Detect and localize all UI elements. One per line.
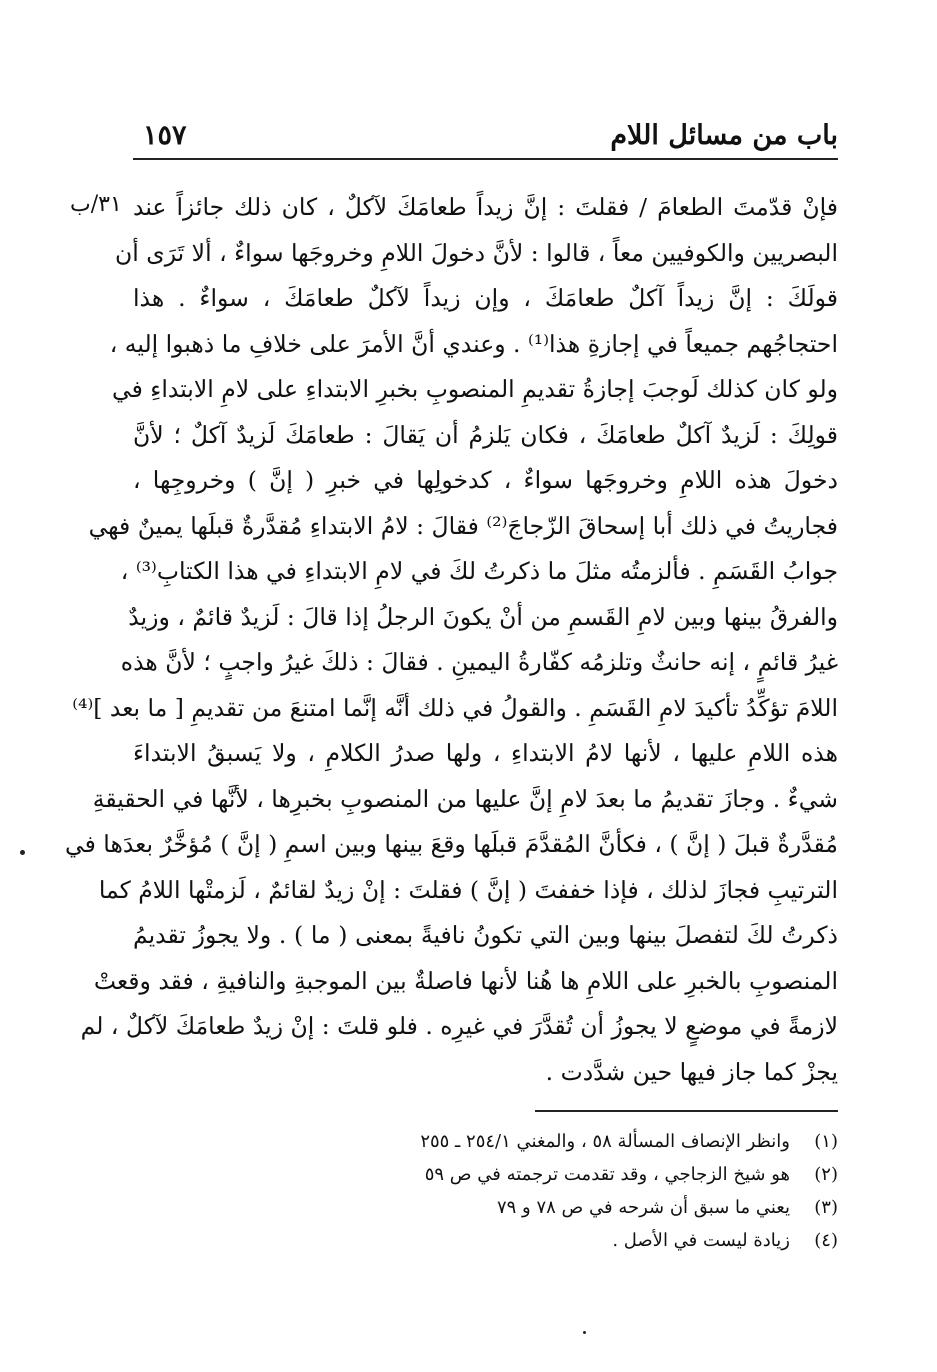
footnotes [418,1125,838,1257]
text-line: قولِكَ : لَزيدٌ آكلٌ طعامَكَ ، فكان يَلزمُ أن يَقالَ : طعامَكَ لَزيدٌ آكلٌ ؛ لأنَّ [133,420,838,449]
scan-speck [583,1331,586,1334]
footnote-number: (٢) [814,1164,838,1185]
footnote-text: زيادة ليست في الأصل . [612,1230,790,1251]
page-number: ١٥٧ [143,120,187,151]
footnote-separator [535,1110,838,1112]
footnote-number: (٣) [814,1197,838,1218]
footnote [418,1191,838,1224]
text-line: لازمةً في موضعٍ لا يجوزُ أن تُقدَّرَ في غيرِه . فلو قلتَ : إنْ زيدٌ طعامَكَ لآكلٌ ، لم [80,1012,838,1040]
text-line: فإنْ قدّمتَ الطعامَ / فقلتَ : إنَّ زيداً طعامَكَ لآكلٌ ، كان ذلك جائزاً عند [133,193,838,221]
text-line: اللامَ تؤكِّدُ تأكيدَ لامِ القَسَمِ . والقولُ في ذلك أنَّه إنَّما امتنعَ من تقديمِ [ ما بعد ]⁽⁴⁾ [72,693,838,722]
footnote [418,1158,838,1191]
margin-folio-note: ٣١/ب [70,192,122,217]
footnote [418,1224,838,1257]
footnote-text: يعني ما سبق أن شرحه في ص ٧٨ و ٧٩ [496,1197,790,1218]
footnote [418,1125,838,1158]
text-line: فجاريتُ في ذلك أبا إسحاقَ الزّجاجَ⁽²⁾ فقالَ : لامُ الابتداءِ مُقدَّرةٌ قبلَها يمينٌ فهي [88,511,838,540]
footnote-text: وانظر الإنصاف المسألة ٥٨ ، والمغني ٢٥٤/١ ـ ٢٥٥ [420,1131,790,1152]
text-line: هذه اللامِ عليها ، لأنها لامُ الابتداءِ ، ولها صدرُ الكلامِ ، ولا يَسبقُ الابتداءَ [133,739,838,767]
text-line: المنصوبِ بالخبرِ على اللامِ ها هُنا لأنها فاصلةٌ بين الموجبةِ والنافيةِ ، فقد وقعتْ [93,966,838,995]
text-line: ذكرتُ لكَ لتفصلَ بينها وبين التي تكونُ نافيةً بمعنى ( ما ) . ولا يجوزُ تقديمُ [133,921,838,949]
running-title: باب من مسائل اللام [610,120,838,151]
text-line: مُقدَّرةٌ قبلَ ( إنَّ ) ، فكأنَّ المُقدَّمَ قبلَها وقعَ بينها وبين اسمِ ( إنَّ ) مُؤخَّرٌ بعدَها في [65,830,838,858]
text-line: الترتيبِ فجازَ لذلك ، فإذا خففتَ ( إنَّ ) فقلتَ : إنْ زيدٌ لقائمٌ ، لَزمتْها اللامُ كما [98,875,838,904]
text-line: والفرقُ بينها وبين لامِ القَسمِ من أنْ يكونَ الرجلُ إذا قالَ : لَزيدٌ قائمٌ ، وزيدٌ [128,602,838,631]
footnote-number: (١) [814,1131,838,1152]
text-line: قولَكَ : إنَّ زيداً آكلٌ طعامَكَ ، وإن زيداً لآكلٌ طعامَكَ ، سواءٌ . هذا [133,284,838,312]
footnote-number: (٤) [814,1230,838,1251]
text-line: دخولَ هذه اللامِ وخروجَها سواءٌ ، كدخولِها في خبرِ ( إنَّ ) وخروجِها ، [133,466,838,494]
text-line: جوابُ القَسَمِ . فألزمتُه مثلَ ما ذكرتُ لكَ في لامِ الابتداءِ في هذا الكتابِ⁽³⁾ ، [120,557,838,585]
text-line: ولو كان كذلك لَوجبَ إجازةُ تقديمِ المنصوبِ بخبرِ الابتداءِ على لامِ الابتداءِ في [112,375,838,403]
text-line: البصريين والكوفيين معاً ، قالوا : لأنَّ دخولَ اللامِ وخروجَها سواءٌ ، ألا تَرَى أن [115,238,838,267]
text-line: غيرُ قائمٍ ، إنه حانثٌ وتلزمُه كفّارةُ اليمينِ . فقالَ : ذلكَ غيرُ واجبٍ ؛ لأنَّ هذه [120,648,838,676]
page-header [133,118,838,160]
text-line: احتجاجُهم جميعاً في إجازةِ هذا⁽¹⁾ . وعندي أنَّ الأمرَ على خلافِ ما ذهبوا إليه ، [109,329,838,358]
text-line: شيءٌ . وجازَ تقديمُ ما بعدَ لامِ إنَّ عليها من المنصوبِ بخبرِها ، لأنَّها في الحقيقةِ [92,784,838,813]
footnote-text: هو شيخ الزجاجي ، وقد تقدمت ترجمته في ص ٥٩ [424,1164,790,1185]
text-line: يجزْ كما جاز فيها حين شدَّدت . [545,1057,838,1086]
scan-speck [20,850,25,855]
